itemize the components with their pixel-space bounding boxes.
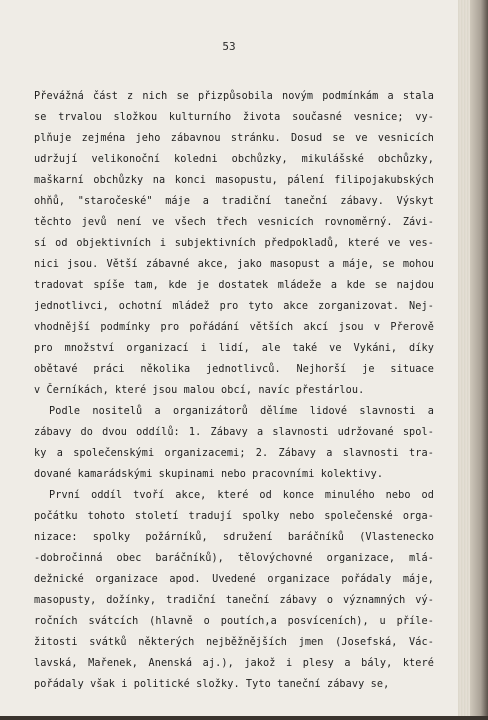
text-line: pořádaly však i politické složky. Tyto taneční zábavy se, (34, 679, 390, 690)
text-line: Podle nositelů a organizátorů dělíme lidové slavnosti a (49, 406, 434, 417)
text-line: dežnické organizace apod. Uvedené organizace pořádaly máje, (34, 574, 434, 585)
page-number: 53 (222, 40, 236, 53)
text-line: udržují velikonoční koledni obchůzky, mikulášské obchůzky, (34, 154, 434, 165)
text-line: tradovat spíše tam, kde je dostatek mládeže a kde se najdou (34, 280, 434, 291)
text-line: -dobročinná obec baráčníků), tělovýchovné organizace, mlá- (34, 553, 434, 564)
text-line: lavská, Mařenek, Anenská aj.), jakož i plesy a bály, které (34, 658, 434, 669)
text-line: v Černíkách, které jsou malou obcí, navíc přestárlou. (34, 385, 365, 396)
text-line: zábavy do dvou oddílů: 1. Zábavy a slavnosti udržované spol- (34, 427, 434, 438)
text-line: maškarní obchůzky na konci masopustu, pálení filipojakubských (34, 175, 434, 186)
text-line: nizace: spolky požárníků, sdružení baráčníků (Vlastenecko (34, 532, 434, 543)
text-line: ky a společenskými organizacemi; 2. Zábavy a slavnosti tra- (34, 448, 434, 459)
text-line: plňuje zejména jeho zábavnou stránku. Dosud se ve vesnicích (34, 133, 434, 144)
text-line: První oddíl tvoří akce, které od konce minulého nebo od (49, 490, 434, 501)
text-line: pro množství organizací i lidí, ale také ve Vykáni, díky (34, 343, 434, 354)
text-line: nici jsou. Větší zábavné akce, jako masopust a máje, se mohou (34, 259, 434, 270)
text-line: jednotlivci, ochotní mládež pro tyto akce zorganizovat. Nej- (34, 301, 434, 312)
text-line: počátku tohoto století tradují spolky nebo společenské orga- (34, 511, 434, 522)
text-line: dované kamarádskými skupinami nebo pracovními kolektivy. (34, 469, 384, 480)
text-line: těchto jevů není ve všech třech vesnicích rovnoměrný. Závi- (34, 217, 434, 228)
text-line: vhodnější podmínky pro pořádání větších akcí jsou v Přerově (34, 322, 434, 333)
text-line: ohňů, "staročeské" máje a tradiční taneční zábavy. Výskyt (34, 196, 434, 207)
text-line: sí od objektivních i subjektivních předpokladů, které ve ves- (34, 238, 434, 249)
text-line: obětavé práci několika jednotlivců. Nejhorší je situace (34, 364, 434, 375)
text-line: Převážná část z nich se přizpůsobila novým podmínkám a stala (34, 91, 434, 102)
text-line: ročních svátcích (hlavně o poutích,a posvíceních), u příle- (34, 616, 434, 627)
text-line: se trvalou složkou kulturního života současné vesnice; vy- (34, 112, 434, 123)
body-text (34, 86, 434, 695)
book-edge-shadow (470, 0, 488, 720)
text-line: žitosti svátků některých nejběžnějších jmen (Josefská, Vác- (34, 637, 434, 648)
text-line: masopusty, dožínky, tradiční taneční zábavy o významných vý- (34, 595, 434, 606)
bottom-edge (0, 716, 488, 720)
